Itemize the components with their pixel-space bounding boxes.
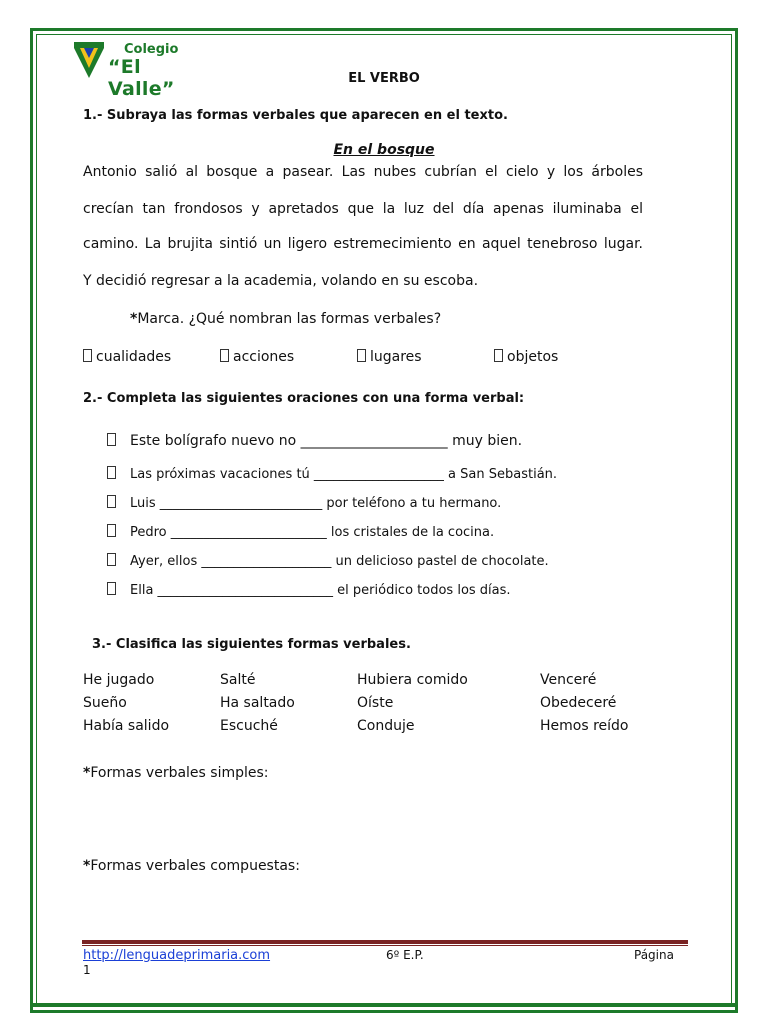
bottom-border-thick: [30, 1003, 738, 1007]
page-title: EL VERBO: [348, 71, 420, 86]
footer-link[interactable]: http://lenguadeprimaria.com: [83, 948, 271, 963]
verb-cell: Ha saltado: [220, 695, 295, 711]
story-line-4: Y decidió regresar a la academia, volando en su escoba.: [83, 273, 479, 289]
verb-cell: Oíste: [357, 695, 394, 711]
verb-cell: Sueño: [83, 695, 127, 711]
sentence-5: Ayer, ellos ____________________ un delicioso pastel de chocolate.: [107, 553, 549, 569]
verb-cell: Hubiera comido: [357, 672, 468, 688]
checkbox-icon[interactable]: [220, 349, 229, 362]
checkbox-icon[interactable]: [494, 349, 503, 362]
sentence-2: Las próximas vacaciones tú ____________________ a San Sebastián.: [107, 466, 557, 482]
verb-cell: Escuché: [220, 718, 278, 734]
bullet-box-icon: [107, 466, 116, 479]
section2-heading: 2.- Completa las siguientes oraciones con una forma verbal:: [83, 391, 525, 406]
bullet-box-icon: [107, 524, 116, 537]
simple-forms-label: *Formas verbales simples:: [83, 765, 269, 781]
option-cualidades[interactable]: cualidades: [83, 349, 171, 365]
sentence-4: Pedro ________________________ los cristales de la cocina.: [107, 524, 494, 540]
bullet-box-icon: [107, 553, 116, 566]
story-line-2: crecían tan frondosos y apretados que la luz del día apenas iluminaba el: [83, 201, 643, 217]
option-lugares[interactable]: lugares: [357, 349, 422, 365]
checkbox-icon[interactable]: [357, 349, 366, 362]
logo-line2: “El Valle”: [108, 56, 175, 100]
bottom-border-thin: [30, 1010, 738, 1011]
question-line: [130, 311, 441, 327]
footer-page-label: Página: [634, 948, 674, 962]
footer-grade: 6º E.P.: [386, 948, 424, 962]
bullet-box-icon: [107, 495, 116, 508]
verb-cell: He jugado: [83, 672, 155, 688]
option-objetos[interactable]: objetos: [494, 349, 558, 365]
sentence-3: Luis _________________________ por teléfono a tu hermano.: [107, 495, 501, 511]
story-title: En el bosque: [333, 142, 435, 158]
section3-heading: 3.- Clasifica las siguientes formas verbales.: [92, 637, 411, 652]
verb-cell: Venceré: [540, 672, 597, 688]
story-line-3: camino. La brujita sintió un ligero estremecimiento en aquel tenebroso lugar.: [83, 236, 643, 252]
sentence-6: Ella ___________________________ el periódico todos los días.: [107, 582, 511, 598]
bullet-box-icon: [107, 433, 116, 446]
story-line-1: Antonio salió al bosque a pasear. Las nubes cubrían el cielo y los árboles: [83, 164, 643, 180]
checkbox-icon[interactable]: [83, 349, 92, 362]
verb-cell: Obedeceré: [540, 695, 617, 711]
compound-forms-label: *Formas verbales compuestas:: [83, 858, 300, 874]
footer-rule: [82, 940, 688, 944]
question-star: *: [130, 311, 138, 327]
option-acciones[interactable]: acciones: [220, 349, 294, 365]
question-text: Marca. ¿Qué nombran las formas verbales?: [137, 311, 442, 327]
verb-cell: Conduje: [357, 718, 415, 734]
verb-cell: Había salido: [83, 718, 170, 734]
section1-heading: 1.- Subraya las formas verbales que aparecen en el texto.: [83, 108, 508, 123]
footer-page-number: 1: [83, 963, 91, 977]
verb-cell: Hemos reído: [540, 718, 629, 734]
footer-rule-thin: [82, 945, 688, 946]
bullet-box-icon: [107, 582, 116, 595]
sentence-1: Este bolígrafo nuevo no _____________________ muy bien.: [107, 433, 522, 449]
logo-line1: Colegio: [124, 42, 179, 57]
verb-cell: Salté: [220, 672, 256, 688]
